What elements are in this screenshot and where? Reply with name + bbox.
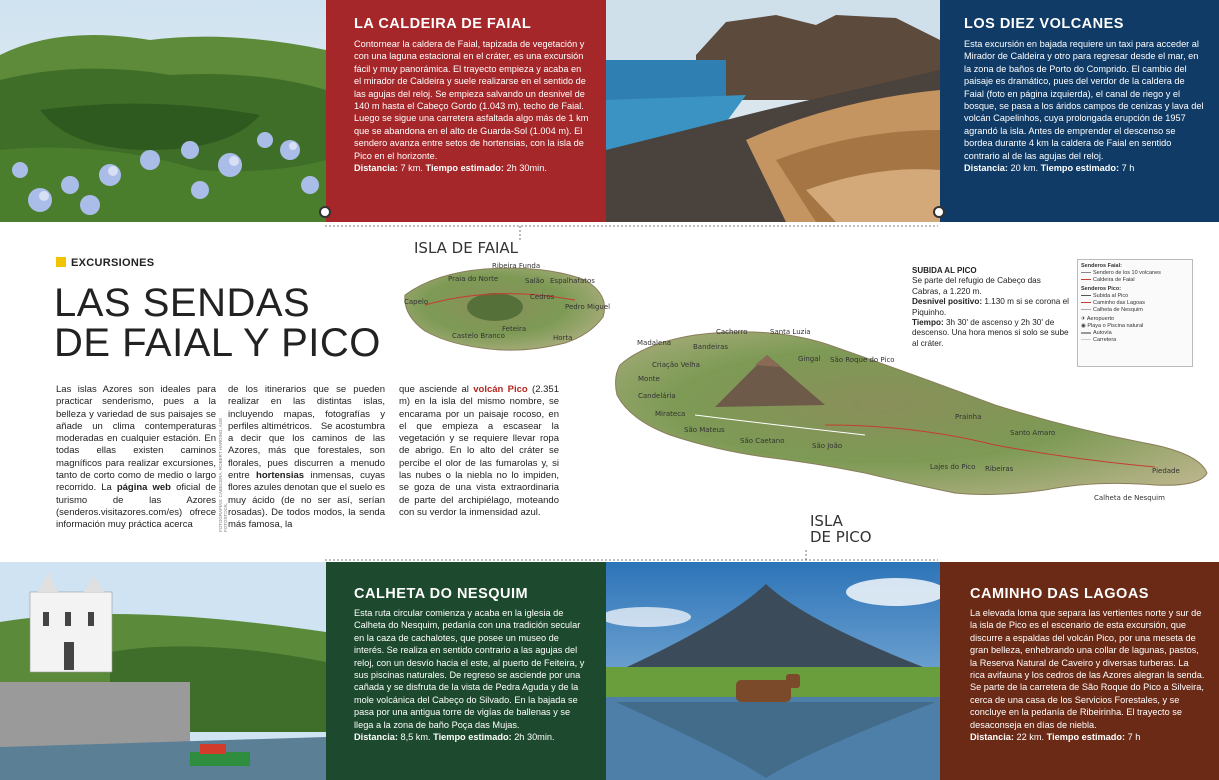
legend-item-5: Calheta de Nesquim xyxy=(1081,307,1189,314)
legend-item-2: Caldeira de Faial xyxy=(1081,277,1189,284)
place-castelo-branco: Castelo Branco xyxy=(452,332,505,340)
place-sao-mateus: São Mateus xyxy=(684,426,725,434)
place-espalhafatos: Espalhafatos xyxy=(550,277,595,285)
desnivel-label: Desnivel positivo: xyxy=(912,297,983,307)
calheta-dist-value: 8,5 km. xyxy=(400,732,431,743)
legend-item-6: ✈ Aeropuerto xyxy=(1081,316,1115,322)
lagoas-time-label: Tiempo estimado: xyxy=(1046,732,1126,743)
col1-text-a: Las islas Azores son ideales para practicar senderismo, pues a la belleza y variedad de sus paisajes se añade un clima contemperaturas moderadas en cualquier estación. En todas ellas existen caminos magníficos para realizar excursiones, tanto de corto como de medio o largo recorrido. La xyxy=(56,384,216,494)
volcanes-time-value: 7 h xyxy=(1121,163,1135,174)
pico-label xyxy=(810,513,872,545)
place-salao: Salão xyxy=(525,277,545,285)
col2-bold: hortensias xyxy=(256,470,305,482)
col2-text-a: de los itinerarios que se pueden realizar en las distintas islas, incluyendo mapas, fotografías y perfiles altimétricos. Se acostumbra a decir que los caminos de las Azores, más que forestales, son florales, pues discurren a menudo entre xyxy=(228,384,385,482)
body-column-1 xyxy=(56,384,216,532)
place-santo-amaro: Santo Amaro xyxy=(1010,429,1056,437)
calheta-time-value: 2h 30min. xyxy=(514,732,555,743)
volcanes-body: Esta excursión en bajada requiere un taxi para acceder al Mirador de Caldeira y otro para regresar desde el mar, en la zona de baños de Porto do Comprido. El cambio del paisaje es dramático, pues del verdor de la caldera de Faial (foto en página izquierda), el canal de riego y el bosque, se pasa a los áridos campos de cenizas y lava del volcán Capelinhos, cuya prolongada erupción de 1957 agrandó la isla. Antes de emprender el descenso se bordea durante 4 km la caldera de Faial en sentido contrario al de las agujas del reloj. xyxy=(964,39,1204,161)
photo-credit: FOTOGRAFÍAS: CABECERA, ROBERT HARDING, AGE FOTOSTOCK. xyxy=(218,417,228,532)
kicker-square-icon xyxy=(56,257,66,267)
col3-text-b: (2.351 m) en la isla del mismo nombre, se encarama por un paisaje rocoso, en el que empieza a escasear la vegetación y se requiere llevar ropa de abrigo. En lo alto del cráter se percibe el olor de las fumarolas y, si las nubes o la niebla no lo impiden, se goza de una vista extraordinaria de parte del archipiélago, moteando con su verdor la inmensidad azul. xyxy=(399,384,559,518)
map-legend xyxy=(1077,259,1193,367)
caldeira-body: Contornear la caldera de Faial, tapizada de vegetación y con una laguna estacional en el cráter, es una excursión fácil y muy panorámica. El trayecto empieza y acaba en el mirador de Caldeira y suele realizarse en el sentido de las agujas del reloj. Se empieza salvando un desnivel de 140 m hasta el Cabeço Gordo (1.043 m), techo de Faial. Luego se sigue una carretera asfaltada algo más de 1 km que se abandona en el alto de Guarda-Sol (1.004 m). El sendero avanza entre setos de hortensias, con la isla de Pico en el horizonte. xyxy=(354,39,589,161)
calheta-stats xyxy=(354,731,590,743)
place-cedros: Cedros xyxy=(530,293,555,301)
subida-pico-box xyxy=(912,266,1070,349)
lagoas-title: CAMINHO DAS LAGOAS xyxy=(970,586,1149,602)
legend-item-4: Caminho das Lagoas xyxy=(1081,300,1189,307)
lagoas-dist-value: 22 km. xyxy=(1016,732,1045,743)
legend-heading-faial: Senderos Faial: xyxy=(1081,263,1122,269)
volcanes-time-label: Tiempo estimado: xyxy=(1040,163,1120,174)
place-mirateca: Mirateca xyxy=(655,410,686,418)
place-lajes-do-pico: Lajes do Pico xyxy=(930,463,976,471)
place-sao-joao: São João xyxy=(812,442,843,450)
tiempo-label: Tiempo: xyxy=(912,318,944,328)
body-column-2 xyxy=(228,384,385,532)
place-madalena: Madalena xyxy=(637,339,672,347)
calheta-title: CALHETA DO NESQUIM xyxy=(354,586,529,602)
tiempo-value: 3h 30' de ascenso y 2h 30' de descenso. Una hora menos si solo se sube al cráter. xyxy=(912,318,1069,348)
place-capelo: Capelo xyxy=(404,298,429,306)
caldeira-title: LA CALDEIRA DE FAIAL xyxy=(354,16,532,32)
desnivel-value: 1.130 m si se corona el Piquinho. xyxy=(912,297,1070,317)
pico-label-line-2: DE PICO xyxy=(810,528,872,546)
title-line-1: LAS SENDAS xyxy=(54,281,311,325)
place-calheta-de-nesquim: Calheta de Nesquim xyxy=(1094,494,1165,502)
legend-item-7: ◉ Playa o Piscina natural xyxy=(1081,323,1144,329)
legend-item-3: Subida al Pico xyxy=(1081,293,1189,300)
caldeira-dist-label: Distancia: xyxy=(354,163,398,174)
page-title xyxy=(54,283,381,363)
beach-icon: ◉ xyxy=(1081,323,1088,329)
legend-item-8: Autovía xyxy=(1081,330,1189,337)
legend-item-9: Carretera xyxy=(1081,337,1189,344)
place-horta: Horta xyxy=(553,334,573,342)
faial-label: ISLA DE FAIAL xyxy=(414,239,519,257)
kicker-text: EXCURSIONES xyxy=(71,257,155,269)
place-pedro-miguel: Pedro Miguel xyxy=(565,303,611,311)
place-gingal: Gingal xyxy=(798,355,821,363)
subida-title: SUBIDA AL PICO xyxy=(912,266,977,275)
subida-desnivel xyxy=(912,297,1070,318)
col1-text-b: oficial de turismo de las Azores (senderos.visitazores.com/es) ofrece información muy práctica acerca xyxy=(56,482,216,531)
place-ribeiras: Ribeiras xyxy=(985,465,1014,473)
place-criacao-velha: Criação Velha xyxy=(652,361,700,369)
volcanes-title: LOS DIEZ VOLCANES xyxy=(964,16,1124,32)
lagoas-dist-label: Distancia: xyxy=(970,732,1014,743)
place-piedade: Piedade xyxy=(1152,467,1180,475)
col3-red: volcán Pico xyxy=(473,384,528,395)
lagoas-stats xyxy=(970,731,1205,743)
place-ribeira-funda: Ribeira Funda xyxy=(492,262,541,270)
place-monte: Monte xyxy=(638,375,660,383)
calheta-panel xyxy=(326,562,606,780)
place-feteira: Feteira xyxy=(502,325,527,333)
volcanes-dist-value: 20 km. xyxy=(1010,163,1039,174)
subida-line1: Se parte del refugio de Cabeço das Cabras, a 1.220 m. xyxy=(912,276,1041,296)
caldeira-time-value: 2h 30min. xyxy=(506,163,547,174)
legend-item-1: Sendero de los 10 volcanes xyxy=(1081,270,1189,277)
place-cachorro: Cachorro xyxy=(716,328,748,336)
col1-bold: página web xyxy=(116,482,171,494)
volcanes-dist-label: Distancia: xyxy=(964,163,1008,174)
place-santa-luzia: Santa Luzia xyxy=(770,328,811,336)
pico-label-line-1: ISLA xyxy=(810,512,843,530)
calheta-time-label: Tiempo estimado: xyxy=(433,732,512,743)
calheta-body: Esta ruta circular comienza y acaba en la iglesia de Calheta do Nesquim, pedanía con una tradición secular en la caza de cachalotes, que posee un museo de interés. Se realiza en sentido contrario a las agujas del reloj, con un desvío hacia el este, al puerto de Feiteira, y sus piscinas naturales. De regreso se asciende por una cañada y se disfruta de la vista de Pedra Aguda y de la mole volcánica del Cabeço do Silvado. En la bajada se pasa por una antigua torre de vigías de ballenas y se llega a la zona de baño Poça das Mujas. xyxy=(354,608,585,730)
calheta-photo xyxy=(0,562,326,780)
place-praia-do-norte: Praia do Norte xyxy=(448,275,499,283)
col3-text-a: que asciende al xyxy=(399,384,474,395)
section-kicker xyxy=(56,257,154,269)
col2-text-b: inmensas, cuyas flores azules denotan que el suelo es muy ácido (de no ser así, serían rosadas). De todos modos, la senda más famosa, la xyxy=(228,470,385,531)
place-sao-caetano: São Caetano xyxy=(740,437,785,445)
legend-heading-pico: Senderos Pico: xyxy=(1081,286,1122,292)
caldeira-time-label: Tiempo estimado: xyxy=(425,163,504,174)
place-prainha: Prainha xyxy=(955,413,982,421)
title-line-2: DE FAIAL Y PICO xyxy=(54,321,381,365)
place-bandeiras: Bandeiras xyxy=(693,343,729,351)
lagoas-time-value: 7 h xyxy=(1127,732,1141,743)
subida-tiempo xyxy=(912,318,1070,349)
lagoas-body: La elevada loma que separa las vertientes norte y sur de la isla de Pico es el escenario de esta excursión, que discurre a espaldas del volcán Pico, por una meseta de gran belleza, enhebrando una collar de lagunas, pastos, la Reserva Natural de Caveiro y diversas turberas. La rica avifauna y los cedros de las Azores alegran la senda. Se parte de la carretera de São Roque do Pico a Silveira, cerca de una casa de los Servicios Forestales, y se concluye en la pedanía de Ribeirinha. El trayecto se desaconseja en días de niebla. xyxy=(970,608,1205,730)
calheta-dist-label: Distancia: xyxy=(354,732,398,743)
place-sao-roque: São Roque do Pico xyxy=(830,356,895,364)
place-candelaria: Candelária xyxy=(638,392,676,400)
caldeira-dist-value: 7 km. xyxy=(400,163,423,174)
airport-icon: ✈ xyxy=(1081,316,1087,322)
lagoas-panel xyxy=(940,562,1219,780)
lagoas-photo xyxy=(606,562,940,780)
